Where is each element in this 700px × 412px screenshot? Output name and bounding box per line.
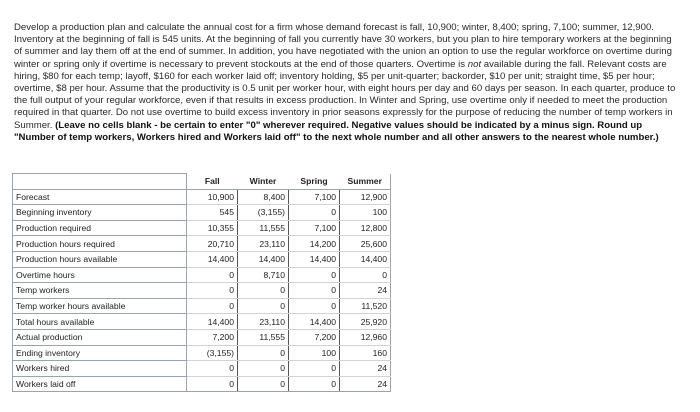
input-cell-fall[interactable]: 0 bbox=[187, 376, 238, 392]
input-cell-winter[interactable]: 11,555 bbox=[238, 329, 289, 345]
table-row bbox=[13, 361, 391, 377]
row-label: Beginning inventory bbox=[13, 205, 187, 221]
input-cell-winter[interactable]: 23,110 bbox=[238, 314, 289, 330]
input-cell-spring[interactable]: 14,400 bbox=[289, 314, 340, 330]
input-cell-summer[interactable]: 24 bbox=[340, 376, 391, 392]
input-cell-summer[interactable]: 12,800 bbox=[340, 220, 391, 236]
input-cell-spring[interactable]: 7,200 bbox=[289, 329, 340, 345]
row-label: Actual production bbox=[13, 329, 187, 345]
input-cell-summer[interactable]: 24 bbox=[340, 283, 391, 299]
row-label: Ending inventory bbox=[13, 345, 187, 361]
input-cell-fall[interactable]: 14,400 bbox=[187, 314, 238, 330]
input-cell-winter[interactable]: 8,710 bbox=[238, 267, 289, 283]
input-cell-winter[interactable]: 23,110 bbox=[238, 236, 289, 252]
input-cell-fall[interactable]: 0 bbox=[187, 267, 238, 283]
input-cell-spring[interactable]: 7,100 bbox=[289, 189, 340, 205]
problem-body-continued: available during the fall. Relevant costs are hiring, $80 for each temp; layoff, $160 for each worker laid off; inventory holding, $5 per unit-quarter; backorder, $10 per unit; straight time, $5 per hour; overtime, $8 per hour. Assume that the productivity is 0.5 unit per worker hour, with eight hours per day and 60 days per season. In each quarter, produce to the full output of your regular workforce, even if that results in excess production. In Winter and Spring, use overtime only if needed to meet the production required in that quarter. Do not use overtime to build excess inventory in prior seasons expressly for the purpose of reducing the number of temp workers in Summer. bbox=[14, 58, 676, 131]
column-header-winter: Winter bbox=[238, 174, 289, 190]
table-row bbox=[13, 376, 391, 392]
row-label: Production required bbox=[13, 220, 187, 236]
input-cell-fall[interactable]: 10,900 bbox=[187, 189, 238, 205]
table-row bbox=[13, 314, 391, 330]
table-body bbox=[13, 189, 391, 392]
input-cell-summer[interactable]: 11,520 bbox=[340, 298, 391, 314]
input-cell-summer[interactable]: 25,920 bbox=[340, 314, 391, 330]
row-label: Production hours required bbox=[13, 236, 187, 252]
column-header-summer: Summer bbox=[340, 174, 391, 190]
input-cell-fall[interactable]: 20,710 bbox=[187, 236, 238, 252]
input-cell-summer[interactable]: 0 bbox=[340, 267, 391, 283]
table-row bbox=[13, 189, 391, 205]
row-label: Workers laid off bbox=[13, 376, 187, 392]
input-cell-winter[interactable]: 0 bbox=[238, 283, 289, 299]
input-cell-fall[interactable]: 0 bbox=[187, 283, 238, 299]
input-cell-summer[interactable]: 160 bbox=[340, 345, 391, 361]
row-label: Total hours available bbox=[13, 314, 187, 330]
input-cell-summer[interactable]: 12,900 bbox=[340, 189, 391, 205]
input-cell-spring[interactable]: 0 bbox=[289, 361, 340, 377]
input-cell-fall[interactable]: 14,400 bbox=[187, 251, 238, 267]
problem-instructions: (Leave no cells blank - be certain to enter "0" wherever required. Negative values should be indicated by a minus sign. Round up "Number of temp workers, Workers hired and Workers laid off" to the next whole number and all other answers to the nearest whole number.) bbox=[14, 119, 659, 143]
input-cell-winter[interactable]: 8,400 bbox=[238, 189, 289, 205]
input-cell-fall[interactable]: 545 bbox=[187, 205, 238, 221]
row-label: Workers hired bbox=[13, 361, 187, 377]
row-label: Temp workers bbox=[13, 283, 187, 299]
input-cell-spring[interactable]: 0 bbox=[289, 376, 340, 392]
table-row bbox=[13, 220, 391, 236]
input-cell-winter[interactable]: 0 bbox=[238, 345, 289, 361]
table-row bbox=[13, 205, 391, 221]
column-header-fall: Fall bbox=[187, 174, 238, 190]
input-cell-spring[interactable]: 0 bbox=[289, 283, 340, 299]
input-cell-winter[interactable]: 0 bbox=[238, 361, 289, 377]
input-cell-summer[interactable]: 100 bbox=[340, 205, 391, 221]
input-cell-fall[interactable]: (3,155) bbox=[187, 345, 238, 361]
input-cell-spring[interactable]: 0 bbox=[289, 205, 340, 221]
input-cell-winter[interactable]: 11,555 bbox=[238, 220, 289, 236]
input-cell-spring[interactable]: 0 bbox=[289, 298, 340, 314]
input-cell-spring[interactable]: 14,200 bbox=[289, 236, 340, 252]
input-cell-spring[interactable]: 0 bbox=[289, 267, 340, 283]
input-cell-fall[interactable]: 7,200 bbox=[187, 329, 238, 345]
problem-statement bbox=[14, 22, 682, 144]
table-header-row bbox=[13, 174, 391, 190]
input-cell-summer[interactable]: 24 bbox=[340, 361, 391, 377]
input-cell-winter[interactable]: (3,155) bbox=[238, 205, 289, 221]
column-header-spring: Spring bbox=[289, 174, 340, 190]
input-cell-fall[interactable]: 0 bbox=[187, 298, 238, 314]
table-row bbox=[13, 251, 391, 267]
input-cell-spring[interactable]: 100 bbox=[289, 345, 340, 361]
problem-emphasis: not bbox=[467, 58, 482, 70]
table-row bbox=[13, 345, 391, 361]
table-row bbox=[13, 329, 391, 345]
input-cell-winter[interactable]: 0 bbox=[238, 376, 289, 392]
table-row bbox=[13, 267, 391, 283]
table-row bbox=[13, 283, 391, 299]
row-label: Temp worker hours available bbox=[13, 298, 187, 314]
row-label: Overtime hours bbox=[13, 267, 187, 283]
input-cell-winter[interactable]: 14,400 bbox=[238, 251, 289, 267]
problem-body: Develop a production plan and calculate the annual cost for a firm whose demand forecast is fall, 10,900; winter, 8,400; spring, 7,100; summer, 12,900. Inventory at the beginning of fall is 545 units. At the beginning of fall you currently have 30 workers, but you plan to hire temporary workers at the beginning of summer and lay them off at the end of summer. In addition, you have negotiated with the union an option to use the regular workforce on overtime during winter or spring only if overtime is necessary to prevent stockouts at the end of those quarters. Overtime is bbox=[14, 22, 672, 70]
row-label: Production hours available bbox=[13, 251, 187, 267]
table-row bbox=[13, 236, 391, 252]
input-cell-winter[interactable]: 0 bbox=[238, 298, 289, 314]
production-plan-table bbox=[12, 173, 391, 392]
input-cell-fall[interactable]: 10,355 bbox=[187, 220, 238, 236]
input-cell-spring[interactable]: 14,400 bbox=[289, 251, 340, 267]
input-cell-summer[interactable]: 25,600 bbox=[340, 236, 391, 252]
input-cell-spring[interactable]: 7,100 bbox=[289, 220, 340, 236]
row-label: Forecast bbox=[13, 189, 187, 205]
problem-text bbox=[14, 22, 682, 144]
table-corner bbox=[13, 174, 187, 190]
input-cell-summer[interactable]: 14,400 bbox=[340, 251, 391, 267]
input-cell-summer[interactable]: 12,960 bbox=[340, 329, 391, 345]
table-row bbox=[13, 298, 391, 314]
input-cell-fall[interactable]: 0 bbox=[187, 361, 238, 377]
